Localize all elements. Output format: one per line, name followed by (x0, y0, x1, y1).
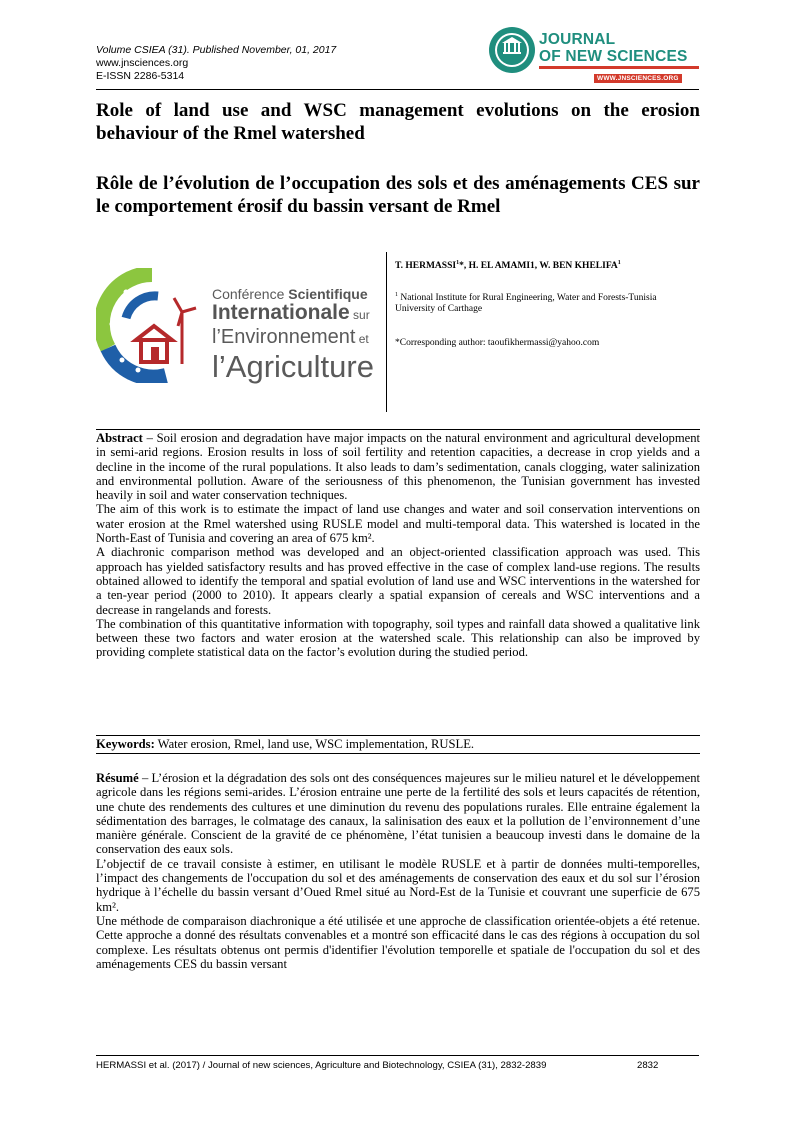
vertical-divider (386, 252, 387, 412)
affiliation-line2: University of Carthage (395, 304, 483, 315)
conference-emblem-icon (96, 268, 208, 383)
abstract-rule-bottom (96, 735, 700, 736)
conference-logo (96, 268, 386, 383)
keywords (96, 737, 700, 752)
abstract-paragraph-4: The combination of this quantitative information with topography, soil types and rainfall data showed a qualitative link between these two factors and water erosion at the watershed scale. This relationship can also be improved by providing complete statistical data on the factor’s evolution during the studied period. (96, 616, 700, 660)
affiliation (395, 290, 700, 315)
resume-label: Résumé (96, 771, 139, 785)
title-english: Role of land use and WSC management evolutions on the erosion behaviour of the Rmel watershed (96, 100, 700, 144)
logo-word-sur: sur (349, 308, 370, 322)
journal-title-line2: OF NEW SCIENCES (539, 48, 688, 65)
journal-logo (488, 26, 703, 86)
abstract (96, 431, 700, 660)
resume (96, 771, 700, 971)
logo-word-scientifique: Scientifique (288, 286, 368, 302)
author-1: T. HERMASSI (395, 261, 457, 272)
authors-block (395, 258, 700, 349)
resume-paragraph-1 (96, 771, 700, 857)
author-1-star: * (459, 261, 464, 272)
title-french: Rôle de l’évolution de l’occupation des sols et des aménagements CES sur le comportement érosif du bassin versant de Rmel (96, 173, 700, 217)
journal-emblem-icon (488, 26, 536, 74)
journal-url: WWW.JNSCIENCES.ORG (594, 74, 682, 83)
conference-logo-text (212, 286, 374, 384)
abstract-paragraph-1 (96, 431, 700, 502)
author-rest: , H. EL AMAMI1, W. BEN KHELIFA (463, 261, 618, 272)
abstract-paragraph-2: The aim of this work is to estimate the impact of land use changes and water and soil conservation interventions on water erosion at the Rmel watershed using RUSLE model and multi-temporal data. This watershed is located in the North-East of Tunisia and covering an area of 675 km². (96, 502, 700, 546)
abstract-paragraph-3: A diachronic comparison method was developed and an object-oriented classification approach was used. This approach has yielded satisfactory results and has proved effective in the case of complex land-use regions. The results obtained allowed to identify the temporal and spatial evolution of land use and WSC interventions in the watershed for a ten-year period (2000 to 2010). It appears clearly a spatial expansion of cereals and WSC interventions and a decrease in rangelands and forests. (96, 545, 700, 617)
resume-paragraph-3: Une méthode de comparaison diachronique a été utilisée et une approche de classification orientée-objets a été retenue. Cette approche a donné des résultats convenables et a montré son efficacité dans le cas des régions à occupation du sol complexe. Les résultats obtenus ont permis d'identifier l'évolution temporelle et spatiale de l'occupation du sol et des aménagements CES du bassin versant (96, 913, 700, 971)
author-list (395, 258, 700, 272)
abstract-rule-top (96, 429, 700, 430)
keywords-rule (96, 753, 700, 754)
footer-rule (96, 1055, 699, 1056)
author-rest-sup: 1 (617, 260, 621, 266)
author-1-sup: 1 (456, 260, 460, 266)
logo-word-environnement: l’Environnement (212, 326, 356, 348)
page-number: 2832 (637, 1060, 659, 1071)
keywords-label: Keywords: (96, 737, 155, 751)
website-line: www.jnsciences.org (96, 57, 189, 69)
journal-title (539, 31, 688, 65)
footer-citation: HERMASSI et al. (2017) / Journal of new sciences, Agriculture and Biotechnology, CSIEA (31), 2832-2839 (96, 1060, 547, 1071)
journal-title-line1: JOURNAL (539, 31, 616, 48)
logo-word-conference: Conférence (212, 286, 289, 302)
keywords-text: Water erosion, Rmel, land use, WSC implementation, RUSLE. (154, 737, 475, 751)
header-meta (96, 44, 336, 83)
abstract-p1-text: – Soil erosion and degradation have major impacts on the natural environment and agricultural development in semi-arid regions. Erosion results in loss of soil fertility and retention capacities, a decrease in crop yields and a decline in the income of the rural populations. It also leads to dam’s sedimentation, canals clogging, water salinization and environmental pollution. Aware of the seriousness of this phenomenon, the Tunisian government has invested heavily in soil and water conservation techniques. (96, 431, 700, 503)
volume-line: Volume CSIEA (31). Published November, 01, 2017 (96, 44, 337, 56)
header-rule (96, 89, 699, 90)
footer (96, 1060, 700, 1072)
affiliation-line1: National Institute for Rural Engineering, Water and Forests-Tunisia (398, 293, 657, 304)
resume-paragraph-2: L’objectif de ce travail consiste à estimer, en utilisant le modèle RUSLE et à partir de données multi-temporelles, l’impact des changements de l'occupation du sol et des aménagements de conservation des eaux et du sol sur l’érosion hydrique à l’échelle du bassin versant d’Oued Rmel situé au Nord-Est de la Tunisie et couvrant une superficie de 675 km². (96, 856, 700, 914)
issn-line: E-ISSN 2286-5314 (96, 70, 185, 82)
affiliation-sup: 1 (395, 292, 398, 299)
logo-word-agriculture: l’Agriculture (212, 349, 374, 384)
logo-word-et: et (355, 332, 369, 346)
abstract-label: Abstract (96, 431, 143, 445)
journal-logo-bar (539, 66, 699, 69)
resume-p1-text: – L’érosion et la dégradation des sols ont des conséquences majeures sur le milieu naturel et le développement agricole dans les régions semi-arides. L’érosion entraine une perte de la fertilité des sols et leurs capacités de rétention, une chute des rendements des cultures et une diminution du revenu des populations rurales. Elle entraine également la sédimentation des barrages, le colmatage des canaux, la salinisation des eaux et la pollution de l’environnement d’une manière générale. Conscient de la gravité de ce phénomène, l’état tunisien a beaucoup investi dans le domaine de la conservation des eaux sols. (96, 771, 700, 857)
logo-word-internationale: Internationale (212, 301, 350, 324)
corresponding-author: *Corresponding author: taoufikhermassi@yahoo.com (395, 338, 600, 349)
